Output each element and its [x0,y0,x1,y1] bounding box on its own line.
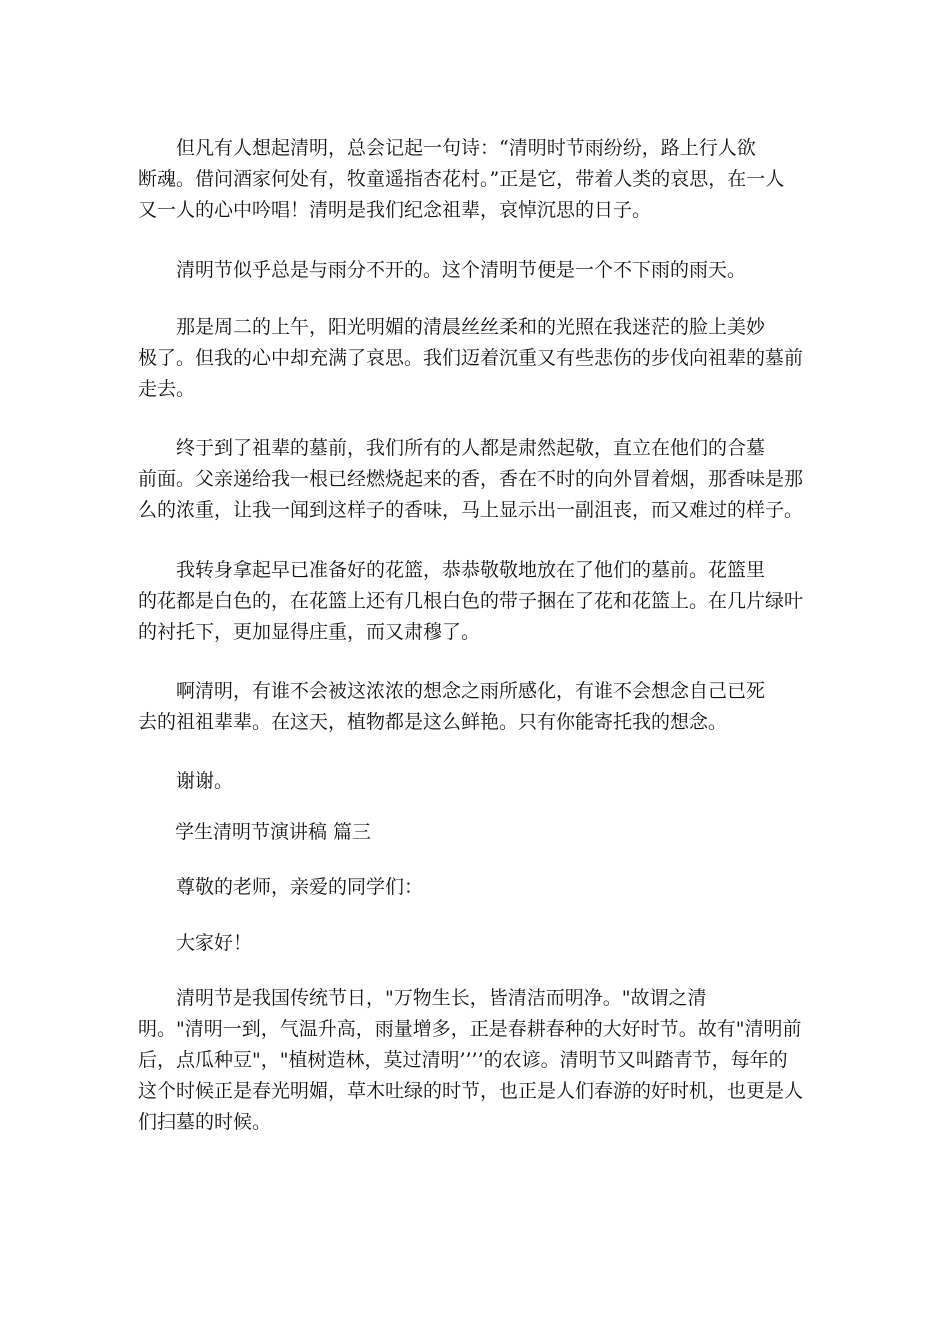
text-line: 那是周二的上午，阳光明媚的清晨丝丝柔和的光照在我迷茫的脸上美妙 [138,316,766,338]
text-line: 的花都是白色的，在花篮上还有几根白色的带子捆在了花和花篮上。在几片绿叶 [138,590,804,612]
text-line: 去的祖祖辈辈。在这天，植物都是这么鲜艳。只有你能寄托我的想念。 [138,711,728,733]
text-line: 极了。但我的心中却充满了哀思。我们迈着沉重又有些悲伤的步伐向祖辈的墓前 [138,347,804,369]
hello [138,928,812,959]
text-line: 这个时候正是春光明媚，草木吐绿的时节，也正是人们春游的好时机，也更是人 [138,1080,804,1102]
paragraph-3 [138,312,812,405]
text-line: 但凡有人想起清明，总会记起一句诗：“清明时节雨纷纷，路上行人欲 [138,137,756,159]
text-line: 么的浓重，让我一闻到这样子的香味，马上显示出一副沮丧，而又难过的样子。 [138,499,804,521]
text-line: 们扫墓的时候。 [138,1111,272,1133]
text-line: 谢谢。 [138,770,234,792]
paragraph-4 [138,433,812,526]
text-line: 走去。 [138,378,196,400]
paragraph-1 [138,133,812,226]
greeting [138,872,812,903]
text-line: 的衬托下，更加显得庄重，而又肃穆了。 [138,621,481,643]
text-line: 我转身拿起早已准备好的花篮，恭恭敬敬地放在了他们的墓前。花篮里 [138,559,766,581]
paragraph-thanks [138,766,812,797]
paragraph-5 [138,555,812,648]
text-line: 后，点瓜种豆"，"植树造林，莫过清明’’’’的农谚。清明节又叫踏青节，每年的 [138,1049,788,1071]
paragraph-final [138,983,812,1138]
text-line: 前面。父亲递给我一根已经燃烧起来的香，香在不时的向外冒着烟，那香味是那 [138,468,804,490]
paragraph-6 [138,676,812,738]
text-line: 清明节似乎总是与雨分不开的。这个清明节便是一个不下雨的雨天。 [138,259,747,281]
section-title: 学生清明节演讲稿 篇三 [175,821,372,843]
paragraph-2 [138,255,812,286]
text-line: 大家好！ [138,932,253,954]
text-line: 清明节是我国传统节日，"万物生长，皆清洁而明净。"故谓之清 [138,987,707,1009]
text-line: 明。"清明一到，气温升高，雨量增多，正是春耕春种的大好时节。故有"清明前 [138,1018,802,1040]
text-line: 断魂。借问酒家何处有，牧童遥指杏花村。”正是它，带着人类的哀思，在一人 [138,168,785,190]
text-line: 又一人的心中吟唱！清明是我们纪念祖辈，哀悼沉思的日子。 [138,199,652,221]
text-line: 啊清明，有谁不会被这浓浓的想念之雨所感化，有谁不会想念自己已死 [138,680,766,702]
text-line: 终于到了祖辈的墓前，我们所有的人都是肃然起敬，直立在他们的合墓 [138,437,766,459]
text-line: 尊敬的老师，亲爱的同学们： [138,876,424,898]
